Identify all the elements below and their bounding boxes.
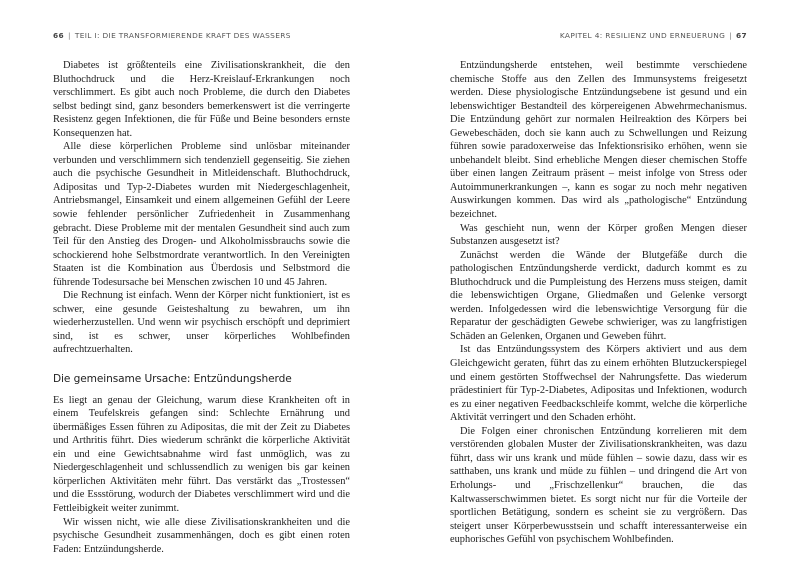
paragraph: Es liegt an genau der Gleichung, warum diese Krankheiten oft in einem Teufelskreis gefangen sind: Schlechte Ernährung und übermäßiges Essen führen zu Adipositas, die mit der Zeit zu Diabetes und Arthritis führt. Dies wiederum schränkt die körperliche Aktivität ein und eine Gewichtsabnahme wird fast unmöglich, was zu Niedergeschlagenheit und schlussendlich zu wenigen bis gar keinen körperlichen Aktivitäten mehr führt. Das verstärkt das „Trostessen“ und die Essstörung, wodurch der Diabetes verschlimmert wird und die Fettleibigkeit weiter zunimmt. (53, 394, 350, 514)
running-head-title: KAPITEL 4: RESILIENZ UND ERNEUERUNG (559, 31, 726, 40)
running-head-right (560, 31, 747, 40)
paragraph: Alle diese körperlichen Probleme sind unlösbar miteinander verbunden und verschlimmern sich tendenziell gegenseitig. Sie ziehen auch die psychische Gesundheit in Mitleidenschaft. Bluthochdruck, Adipositas und Typ-2-Diabetes wurden mit Niedergeschlagenheit, Antriebsmangel, Einsamkeit und einem allgemeinen Gefühl der Leere sowie fehlender persönlicher Zufriedenheit in Zusammenhang gebracht. Diese Probleme mit der mentalen Gesundheit sind auch zum Teil für den Anstieg des Drogen- und Alkoholmissbrauchs sowie die schockierend hohe Selbstmordrate verantwortlich. In den Vereinigten Staaten ist die Kombination aus Überdosis und Selbstmord die führende Todesursache bei Menschen zwischen 10 und 45 Jahren. (53, 141, 350, 288)
paragraph: Wir wissen nicht, wie alle diese Zivilisationskrankheiten und die psychische Gesundheit zusammenhängen, doch es gibt einen roten Faden: Entzündungsherde. (53, 516, 350, 555)
body-text-left (53, 59, 350, 556)
paragraph: Ist das Entzündungssystem des Körpers aktiviert und aus dem Gleichgewicht geraten, führt das zu einem erhöhten Blutzuckerspiegel und einem gestörten Stoffwechsel der Nahrungsfette. Das wiederum prädestiniert für Typ-2-Diabetes, Adipositas und Infektionen, wodurch es zu einer negativen Feedbackschleife kommt, welche die körperliche Aktivität verringert und den Schaden erhöht. (450, 344, 747, 424)
paragraph: Zunächst werden die Wände der Blutgefäße durch die pathologischen Entzündungsherde verdickt, dadurch kommt es zu Bluthochdruck und die Pumpleistung des Herzens muss steigen, damit die lebenswichtigen Organe, Gliedmaßen und Gelenke versorgt werden. Infolgedessen wird die lebenswichtige Versorgung für die Reparatur der geschädigten Gewebe schwieriger, was zu langfristigen Schäden an Gelenken, Organen und Geweben führt. (450, 249, 747, 342)
paragraph: Die Folgen einer chronischen Entzündung korrelieren mit dem verstörenden globalen Muster der Zivilisationskrankheiten, was dazu führt, dass wir uns krank und müde fühlen – sowie dazu, dass wir es satthaben, uns krank und müde zu fühlen – und dringend die Art von Erholungs- und „Frischzellenkur“ brauchen, die das Kaltwasserschwimmen bietet. Es sorgt nicht nur für die Vorteile der sportlichen Betätigung, sondern es scheint sie zu vergrößern. Das steigert unser Körperbewusstsein und schafft interessanterweise ein euphorisches Gefühl von psychischem Wohlbefinden. (450, 425, 747, 546)
section-heading: Die gemeinsame Ursache: Entzündungsherde (53, 373, 292, 386)
running-head-title: TEIL I: DIE TRANSFORMIERENDE KRAFT DES WASSERS (74, 31, 291, 40)
paragraph: Die Rechnung ist einfach. Wenn der Körper nicht funktioniert, ist es schwer, eine gesunde Geisteshaltung zu bewahren, um ihn wiederherzustellen. Und wenn wir psychisch erschöpft und deprimiert sind, ist es schwer, unser körperliches Wohlbefinden aufrechtzuerhalten. (53, 290, 350, 356)
separator: | (729, 31, 732, 40)
body-text-right (450, 59, 747, 547)
paragraph: Entzündungsherde entstehen, weil bestimmte verschiedene chemische Stoffe aus den Zellen des Immunsystems freigesetzt werden. Diese physiologische Entzündungsebene ist gesund und ein lebenswichtiger Bestandteil des körpereigenen Abwehrmechanismus. Die Entzündung gehört zur normalen Heilreaktion des Körpers bei Gewebeschäden, doch sie kann auch zu Schwellungen und Reizung führen sowie paradoxerweise das Infektionsrisiko erhöhen, wenn sie unbehandelt bleibt. Sind erhebliche Mengen dieser chemischen Stoffe über einen langen Zeitraum präsent – meist infolge von Stress oder Autoimmunerkrankungen –, kann es sogar zu noch mehr negativen Auswirkungen kommen. Das wird als „pathologische“ Entzündung bezeichnet. (450, 60, 747, 221)
paragraph: Was geschieht nun, wenn der Körper großen Mengen dieser Substanzen ausgesetzt ist? (450, 222, 747, 248)
paragraph: Diabetes ist größtenteils eine Zivilisationskrankheit, die den Bluthochdruck und die Herz-Kreislauf-Erkrankungen noch verschlimmert. Es gibt auch noch Probleme, die durch den Diabetes selbst bedingt sind, ganz besonders bemerkenswert ist die verringerte Resistenz gegen Infektionen, die für Füße und Beine besonders ernste Konsequenzen hat. (53, 60, 350, 139)
separator: | (68, 31, 71, 40)
page-number: 67 (736, 31, 747, 40)
page-number: 66 (53, 31, 64, 40)
right-page (400, 0, 800, 574)
running-head-left (53, 31, 291, 40)
